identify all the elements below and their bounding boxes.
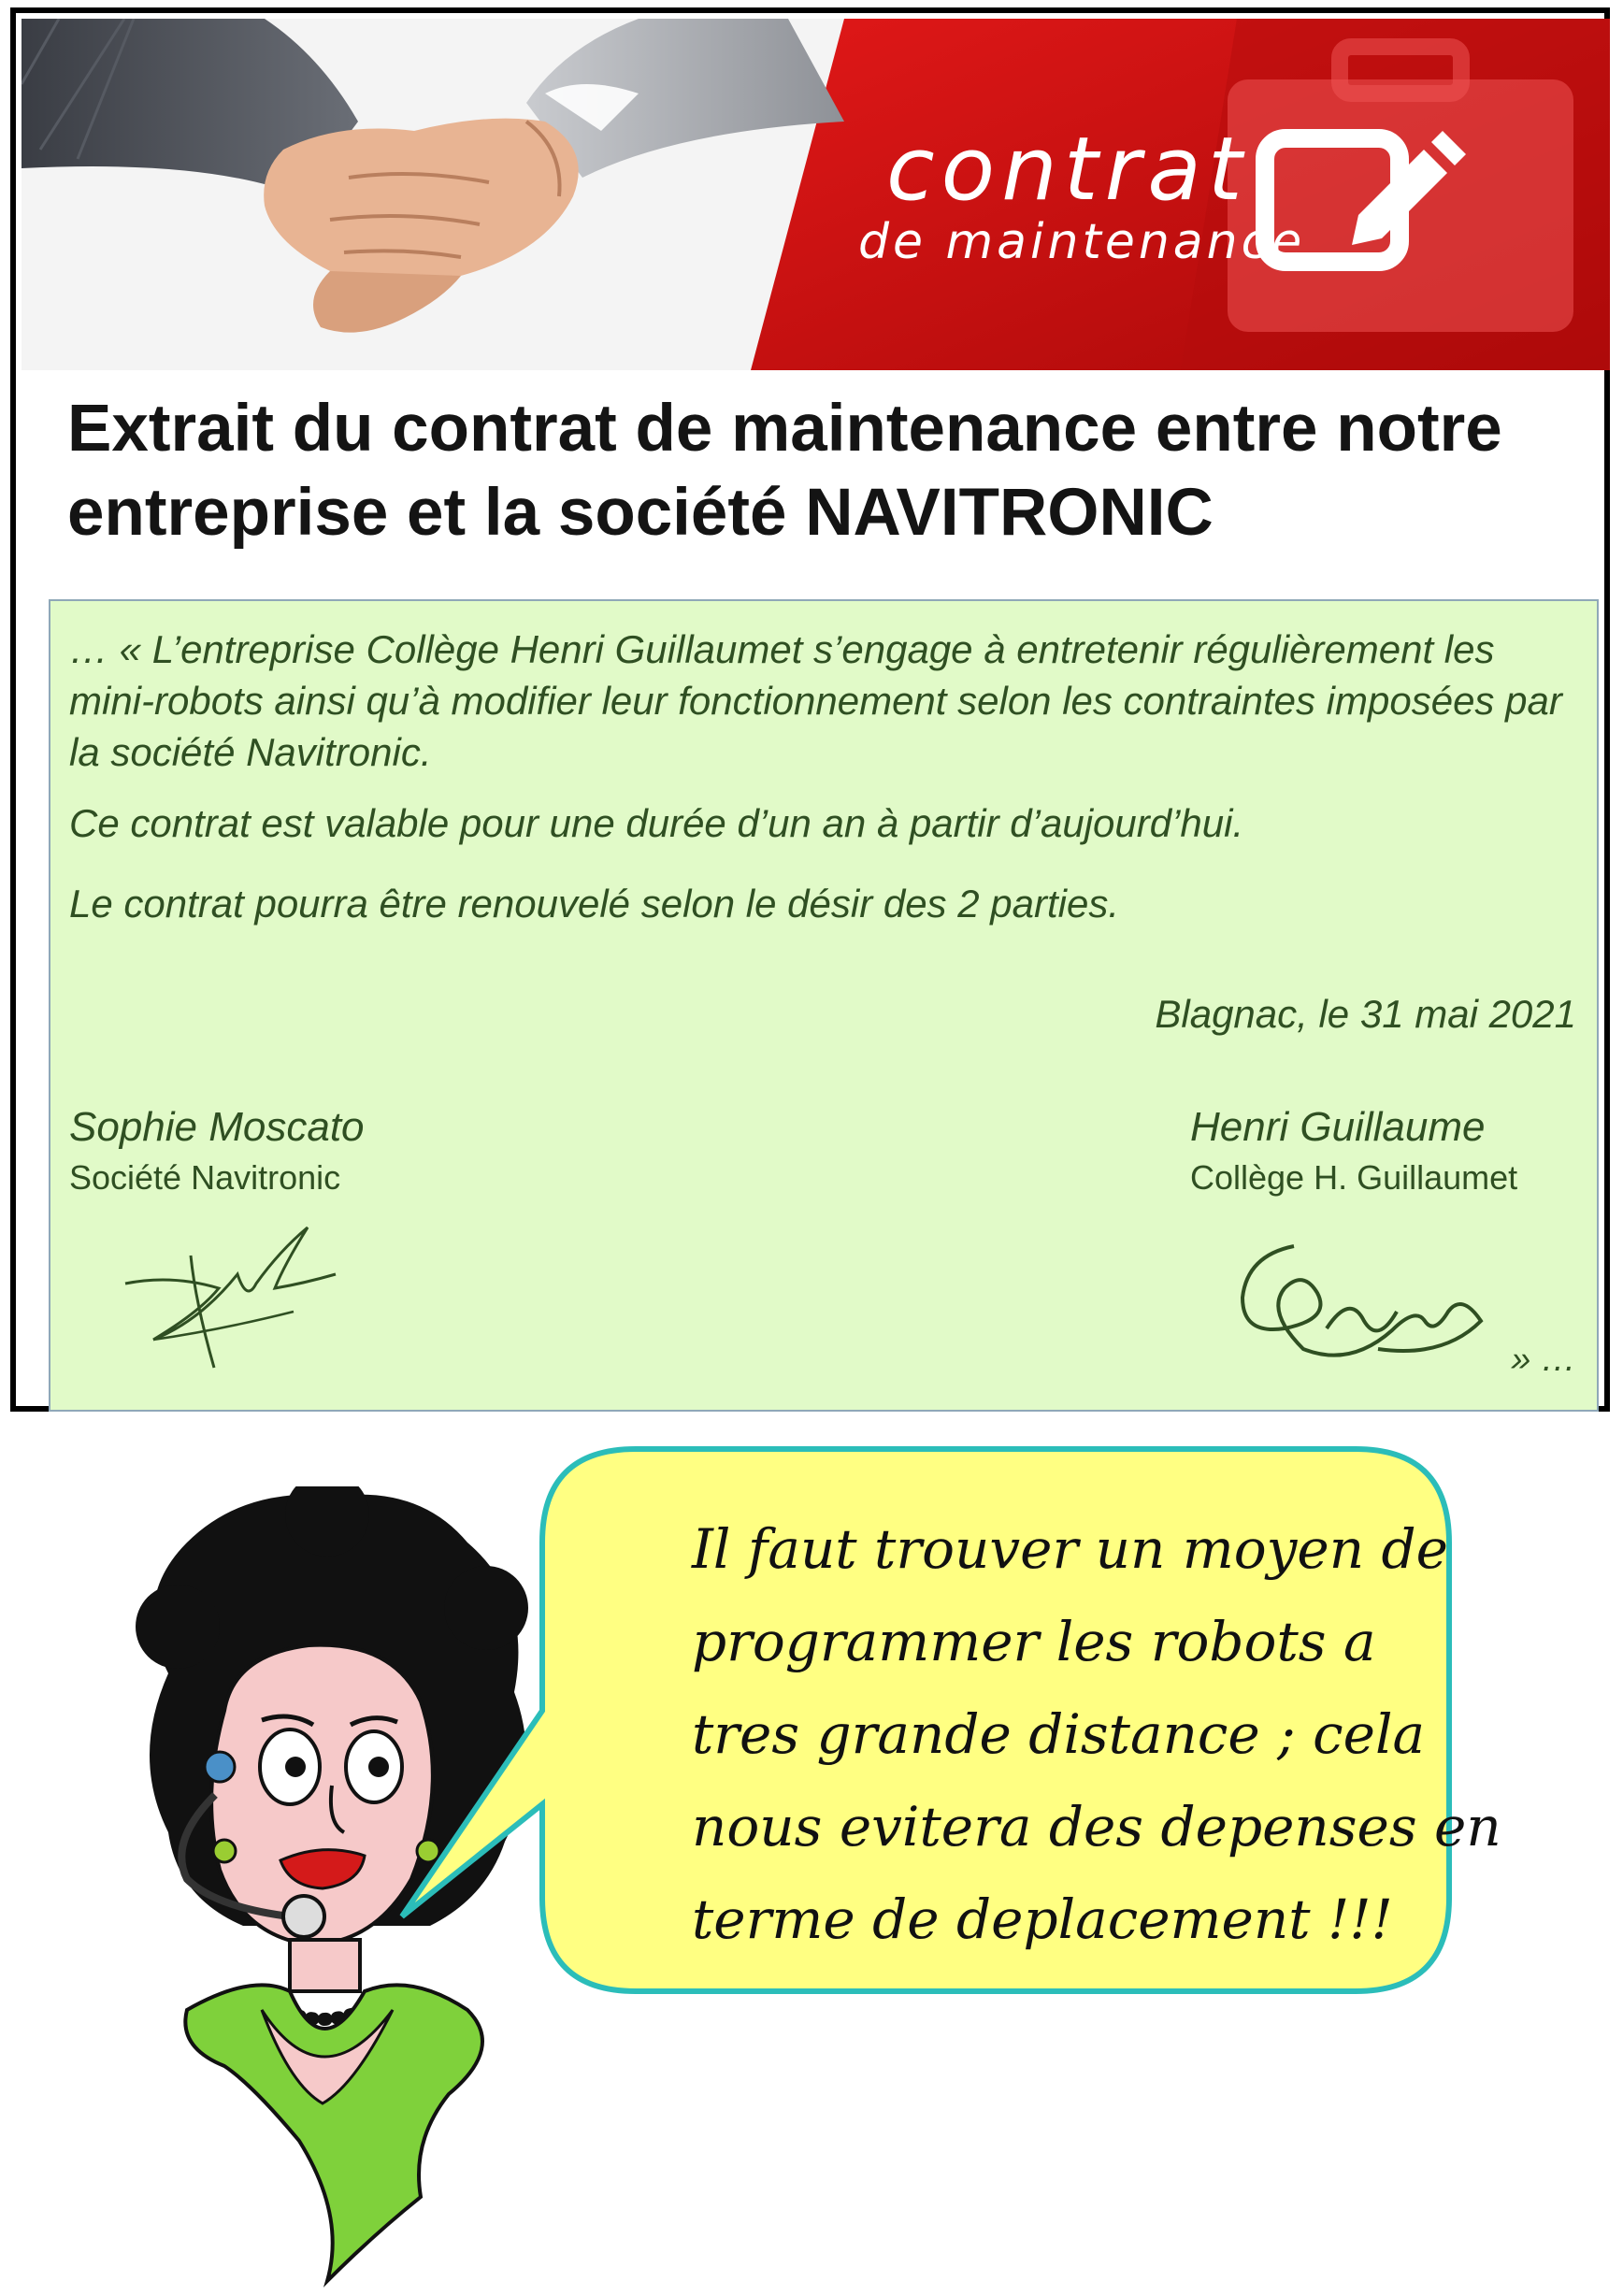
signatory-right-organization: Collège H. Guillaumet — [1190, 1158, 1518, 1197]
banner-heading — [858, 119, 1306, 270]
speech-line-1: Il faut trouver un moyen de — [692, 1517, 1448, 1581]
signatory-right-name: Henri Guillaume — [1190, 1104, 1486, 1150]
speech-line-4: nous evitera des depenses en — [692, 1795, 1501, 1858]
speech-line-3: tres grande distance ; cela — [692, 1702, 1426, 1766]
closing-quote: » … — [1511, 1340, 1576, 1379]
header-banner — [22, 19, 1610, 370]
signature-left — [116, 1218, 340, 1377]
extract-paragraph-3: Le contrat pourra être renouvelé selon le désir des 2 parties. — [69, 882, 1119, 926]
banner-illustration — [22, 19, 1610, 370]
banner-line-contrat: contrat — [886, 119, 1249, 221]
banner-line-maintenance: de maintenance — [858, 214, 1306, 270]
extract-paragraph-1: … « L’entreprise Collège Henri Guillaumet s’engage à entretenir régulièrement les mini-robots ainsi qu’à modifier leur fonctionnement selon les contraintes imposées par la société Navitronic. — [69, 627, 1562, 774]
signatory-left-organization: Société Navitronic — [69, 1158, 341, 1197]
speech-line-2: programmer les robots a — [692, 1610, 1376, 1673]
extract-paragraph-2: Ce contrat est valable pour une durée d’un an à partir d’aujourd’hui. — [69, 801, 1244, 845]
speech-bubble-text — [692, 1503, 1501, 1966]
signature-right — [1228, 1218, 1490, 1377]
signatory-left-name: Sophie Moscato — [69, 1104, 365, 1150]
page-title: Extrait du contrat de maintenance entre notre entreprise et la société NAVITRONIC — [67, 392, 1502, 550]
place-date: Blagnac, le 31 mai 2021 — [1155, 992, 1576, 1036]
contract-frame — [10, 7, 1610, 1412]
contract-extract — [49, 599, 1599, 1412]
speech-line-5: terme de deplacement !!! — [692, 1887, 1393, 1951]
